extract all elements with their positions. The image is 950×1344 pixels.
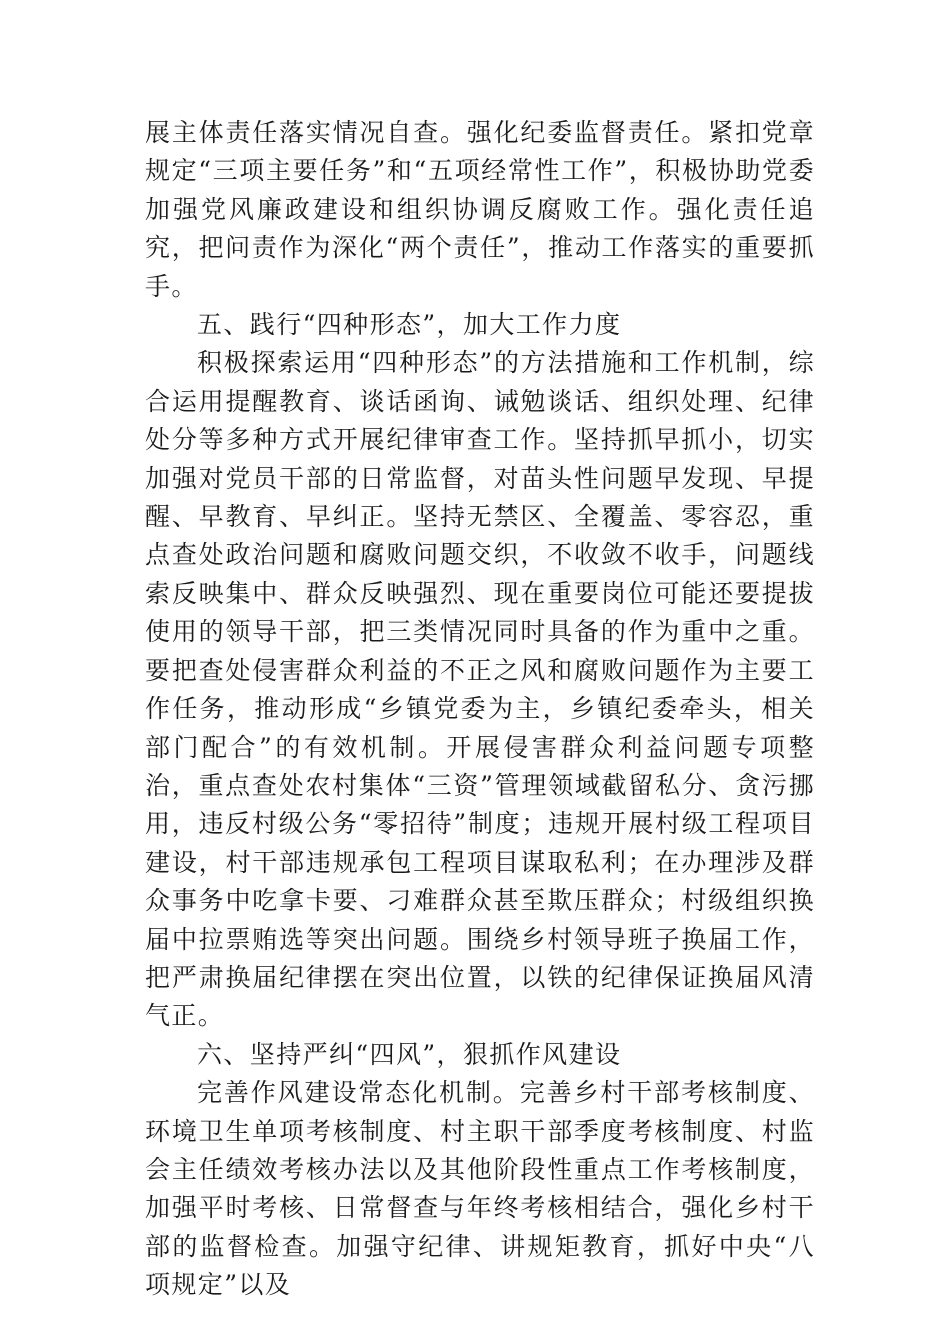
section-heading-6: 六、坚持严纠“四风”，狠抓作风建设: [197, 1039, 622, 1069]
paragraph-continuation: 展主体责任落实情况自查。强化纪委监督责任。紧扣党章规定“三项主要任务”和“五项经常性工作”，积极协助党委加强党风廉政建设和组织协调反腐败工作。强化责任追究，把问责作为深化“两个责任”，推动工作落实的重要抓手。: [145, 118, 815, 301]
paragraph-work-style: 完善作风建设常态化机制。完善乡村干部考核制度、环境卫生单项考核制度、村主职干部季度考核制度、村监会主任绩效考核办法以及其他阶段性重点工作考核制度，加强平时考核、日常督查与年终考核相结合，强化乡村干部的监督检查。加强守纪律、讲规矩教育，抓好中央“八项规定”以及: [145, 1078, 815, 1300]
section-heading-5: 五、践行“四种形态”，加大工作力度: [197, 310, 622, 340]
document-body: [145, 114, 815, 1305]
paragraph-four-forms: 积极探索运用“四种形态”的方法措施和工作机制，综合运用提醒教育、谈话函询、诫勉谈话、组织处理、纪律处分等多种方式开展纪律审查工作。坚持抓早抓小，切实加强对党员干部的日常监督，对苗头性问题早发现、早提醒、早教育、早纠正。坚持无禁区、全覆盖、零容忍，重点查处政治问题和腐败问题交织，不收敛不收手，问题线索反映集中、群众反映强烈、现在重要岗位可能还要提拔使用的领导干部，把三类情况同时具备的作为重中之重。要把查处侵害群众利益的不正之风和腐败问题作为主要工作任务，推动形成“乡镇党委为主，乡镇纪委牵头，相关部门配合”的有效机制。开展侵害群众利益问题专项整治，重点查处农村集体“三资”管理领域截留私分、贪污挪用，违反村级公务“零招待”制度；违规开展村级工程项目建设，村干部违规承包工程项目谋取私利；在办理涉及群众事务中吃拿卡要、刁难群众甚至欺压群众；村级组织换届中拉票贿选等突出问题。围绕乡村领导班子换届工作，把严肃换届纪律摆在突出位置，以铁的纪律保证换届风清气正。: [145, 348, 815, 1031]
